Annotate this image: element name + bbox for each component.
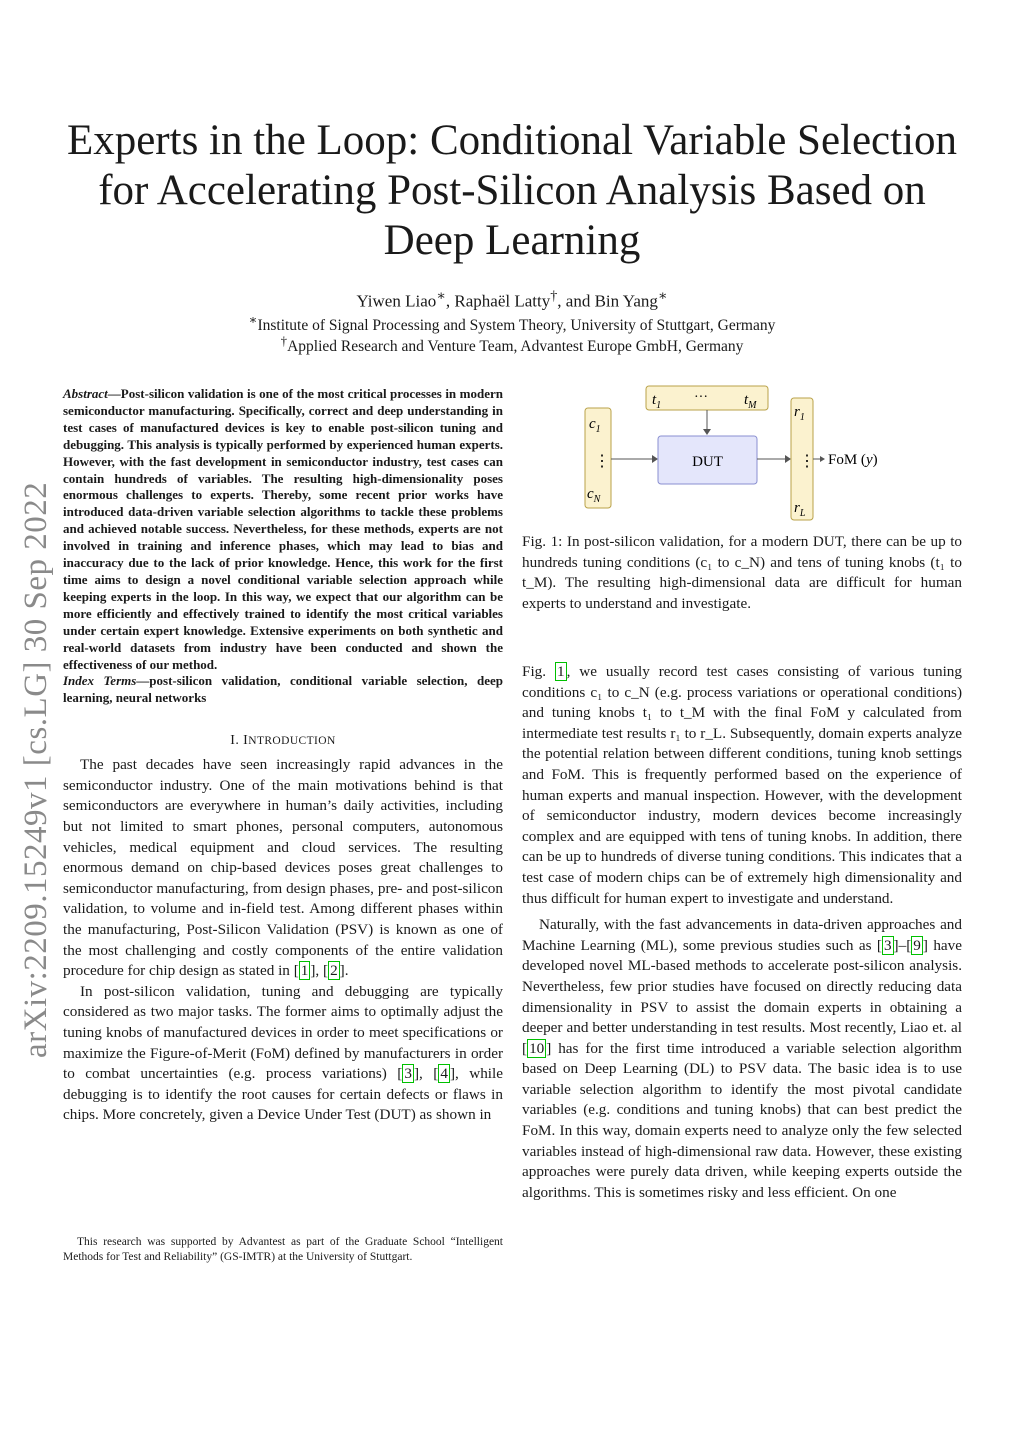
intro-paragraph-1: The past decades have seen increasingly rapid advances in the semiconductor industry. One of the main motivations behind is that semiconductors are everywhere in human’s daily activities, including but not limited to smart phones, personal computers, autonomous vehicles, medical equipment and cloud services. The resulting enormous demand on chip-based devices poses great challenges to semiconductor manufacturing, from design phases, pre- and post-silicon validation, to volume and in-field test. Among different phases within the manufacturing, Post-Silicon Validation (PSV) is known as one of the most challenging and costly components of the entire validation procedure for chip design as stated in [ 1 ], [ 2 ].	[63, 756, 503, 980]
paragraph-text: ] have developed novel ML-based methods to accelerate post-silicon analysis. Nevertheless, few prior studies have focused on directly reducing data dimensionality in PSV to assist the domain experts in obtaining a deeper and better understanding in test results. Most recently, Liao et. al [	[522, 936, 962, 1057]
author-mark: ∗	[657, 288, 668, 304]
affiliation-text: Applied Research and Venture Team, Advantest Europe GmbH, Germany	[287, 338, 744, 356]
citation-link[interactable]: 3	[883, 936, 892, 954]
knob-dots: ···	[694, 390, 708, 405]
section-rest: NTRODUCTION	[248, 735, 336, 748]
paragraph-text: Fig.	[522, 663, 555, 680]
index-terms-label: Index Terms	[63, 673, 137, 689]
output-r1-label: $r_1$	[794, 404, 805, 423]
author-mark: †	[550, 288, 558, 304]
knob-t1-label: $t_1$	[652, 392, 662, 411]
author-separator: ,	[445, 291, 455, 311]
author-name: Bin Yang	[594, 291, 658, 311]
author-name: Raphaël Latty	[454, 291, 551, 311]
input-arrowhead	[652, 455, 658, 463]
paper-title	[40, 116, 984, 266]
affiliation-2	[0, 333, 1024, 356]
left-column	[63, 386, 503, 1126]
index-terms	[63, 673, 503, 707]
paragraph-text: , we usually record test cases consisting of various tuning conditions c₁ to c_N (e.g. process variations or operational conditions) and tuning knobs t₁ to t_M with the final FoM y calculated from intermediate test results r₁ to r_L. Subsequently, domain experts analyze the potential relation between different conditions, tuning knob settings and FoM. This is frequently performed based on the experience of human experts and manual inspection. However, with the development of semiconductor industry, modern devices become increasingly complex and are equipped with tens of tuning knobs. In addition, there can be up to hundreds of diverse tuning conditions. This indicates that a test case of modern chips can be of extremely high dimensionality and thus difficult for human expert to investigate and understand.	[522, 663, 962, 907]
abstract-dash: —	[107, 386, 121, 401]
footnote	[63, 1235, 503, 1265]
title-line-1: Experts in the Loop: Conditional Variable Selection	[66, 117, 958, 164]
paragraph-text: The past decades have seen increasingly rapid advances in the semiconductor industry. One of the main motivations behind is that semiconductors are everywhere in human’s daily activities, including but not limited to smart phones, personal computers, autonomous vehicles, medical equipment and cloud services. The resulting enormous demand on chip-based devices poses great challenges to semiconductor manufacturing, from design phases, pre- and post-silicon validation, to volume and in-field test. Among different phases within the manufacturing, Post-Silicon Validation (PSV) is known as one of the most challenging and costly components of the entire validation procedure for chip design as stated in	[63, 756, 503, 980]
section-heading	[63, 733, 503, 749]
section-number: I.	[230, 733, 244, 749]
citation-end: ].	[339, 962, 349, 980]
section-first-letter: I	[243, 733, 249, 749]
knob-tm-label: $t_M$	[744, 392, 757, 411]
intro-paragraph-2	[63, 982, 503, 1126]
affiliation-mark: ∗	[248, 312, 258, 327]
input-vdots: ⋮	[594, 453, 610, 470]
dut-arrowhead	[785, 455, 791, 463]
citation-sep: ]–[	[893, 936, 912, 954]
right-paragraph-2	[522, 915, 962, 1203]
fom-label: FoM (y)	[828, 452, 878, 468]
caption-label: Fig. 1:	[522, 533, 567, 550]
index-terms-text: post-silicon validation, conditional variable selection, deep learning, neural networks	[63, 673, 503, 706]
paragraph-text: Naturally, with the fast advancements in data-driven approaches and Machine Learning (ML), some previous studies such as [	[522, 916, 962, 954]
right-paragraph-1	[522, 662, 962, 909]
affiliation-text: Institute of Signal Processing and System Theory, University of Stuttgart, Germany	[257, 317, 776, 335]
output-rl-label: $r_L$	[794, 500, 806, 519]
input-c1-label: $c_1$	[589, 416, 601, 435]
output-arrowhead	[820, 456, 825, 462]
figure-1-diagram	[582, 382, 902, 524]
abstract-text: Post-silicon validation is one of the most critical processes in modern semiconductor manufacturing. Specifically, correct and deep understanding in test cases of manufactured devices is key to enable post-silicon tuning and debugging. This analysis is typically performed by experienced human experts. However, with the fast development in semiconductor industry, test cases can contain hundreds of variables. The resulting high-dimensionality poses enormous challenges to experts. Thereby, some recent prior works have introduced data-driven variable selection algorithms to tackle these problems and achieved notable success. Nevertheless, for these methods, experts are not involved in training and inference phases, which may lead to bias and inaccuracy due to the lack of prior knowledge. Hence, this work for the first time aims to design a novel conditional variable selection approach while keeping experts in the loop. In this way, we expect that our algorithm can be more efficiently and effectively trained to identify the most critical variables under certain expert knowledge. Extensive experiments on both synthetic and real-world datasets from industry have been conducted and shown the effectiveness of our method.	[63, 386, 503, 672]
citation-sep: ], [	[413, 1065, 439, 1083]
figure-ref-link[interactable]: 1	[556, 663, 565, 680]
caption-text: In post-silicon validation, for a modern DUT, there can be up to hundreds tuning conditions (c₁ to c_N) and tens of tuning knobs (t₁ to t_M). The resulting high-dimensional data are difficult for human experts to understand and investigate.	[522, 533, 963, 612]
citation-link[interactable]: 9	[913, 936, 921, 954]
title-line-2: for Accelerating Post-Silicon Analysis Based on	[98, 167, 926, 214]
intro-body	[63, 755, 503, 1126]
right-column	[522, 662, 962, 1203]
output-vdots: ⋮	[799, 453, 815, 470]
author-name: Yiwen Liao	[356, 291, 437, 311]
paragraph-text: ] has for the first time introduced a variable selection algorithm based on Deep Learning (DL) to PSV data. The basic idea is to use variable selection algorithm to identify the most pivotal candidate variables (e.g. conditions and tuning knobs) that can best predict the FoM. In this way, domain experts need to analyze only the few selected variables instead of high-dimensional raw data. However, these existing approaches were purely data driven, while keeping experts outside the algorithms. This is sometimes risky and less efficient. On one	[522, 1039, 962, 1201]
affiliation-mark: †	[280, 333, 288, 348]
citation-link[interactable]: 4	[440, 1065, 448, 1083]
paragraph-text: In post-silicon validation, tuning and debugging are typically considered as two major tasks. The former aims to optimally adjust the tuning knobs of manufactured devices in order to meet specifications or maximize the Figure-of-Merit (FoM) defined by manufacturers in order to combat uncertainties (e.g. process variations) [	[63, 982, 503, 1083]
abstract-label: Abstract	[63, 386, 108, 401]
paragraph-text: ], while debugging is to identify the root causes for certain defects or flaws in chips. More concretely, given a Device Under Test (DUT) as shown in	[63, 1065, 503, 1124]
input-cn-label: $c_N$	[587, 486, 601, 505]
index-terms-dash: —	[136, 673, 150, 689]
author-separator: , and	[557, 291, 595, 311]
citation-sep: ], [	[310, 962, 329, 980]
citation-link[interactable]: 2	[330, 962, 338, 980]
author-mark: ∗	[436, 288, 446, 304]
abstract	[63, 386, 503, 673]
dut-label: DUT	[692, 454, 723, 470]
knob-arrowhead	[703, 429, 711, 435]
citation-link[interactable]: 1	[300, 962, 309, 980]
figure-caption	[522, 532, 962, 614]
title-line-3: Deep Learning	[383, 217, 641, 264]
citation-link[interactable]: 10	[529, 1039, 545, 1057]
author-list	[0, 288, 1024, 312]
affiliation-1	[0, 312, 1024, 335]
arxiv-stamp: arXiv:2209.15249v1 [cs.LG] 30 Sep 2022	[18, 481, 54, 1058]
citation-link[interactable]: 3	[404, 1065, 412, 1083]
footnote-text: This research was supported by Advantest as part of the Graduate School “Intelligent Methods for Test and Reliability” (GS-IMTR) at the University of Stuttgart.	[63, 1236, 503, 1263]
